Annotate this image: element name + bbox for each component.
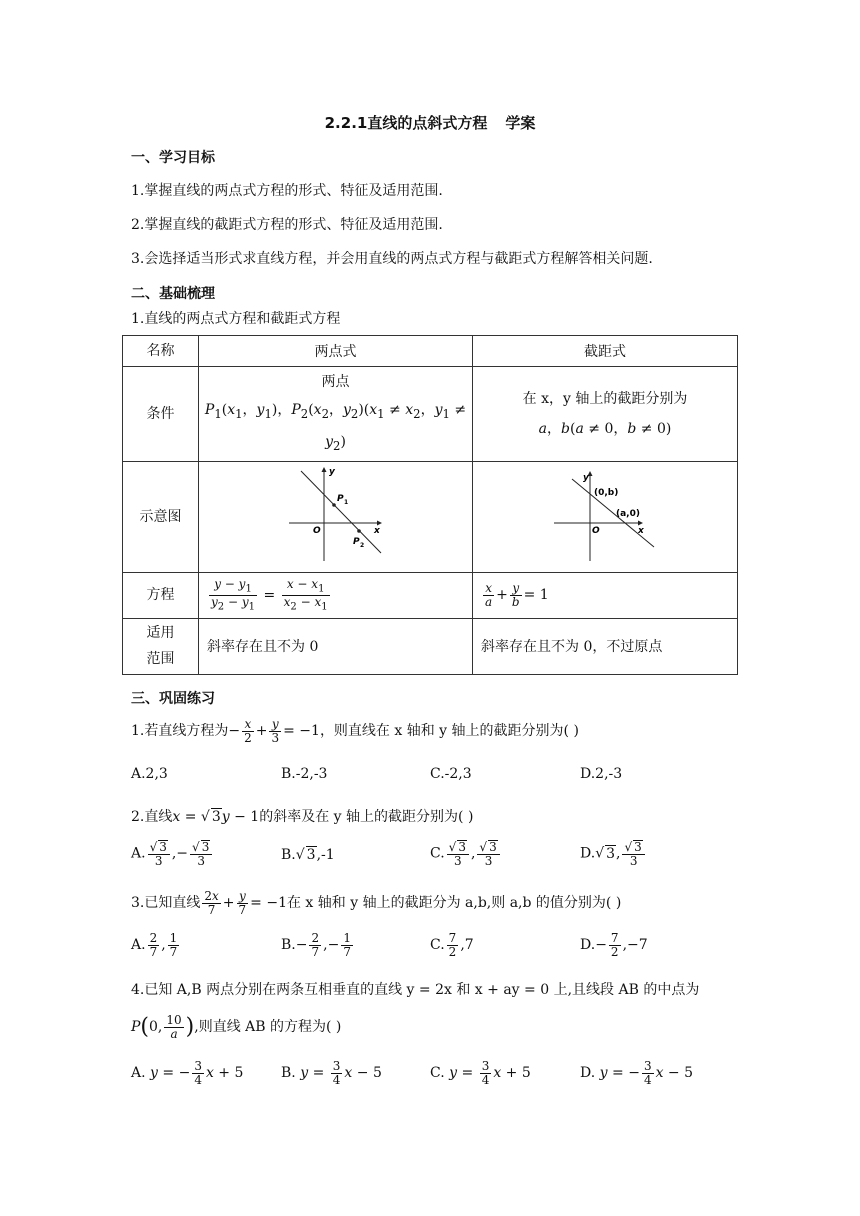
row-label: 条件 <box>123 367 199 462</box>
a-point-label: (a,0) <box>616 508 640 519</box>
question-2: 2.直线x = √ 3y − 1的斜率及在 y 轴上的截距分别为( ) <box>131 806 473 826</box>
two-point-diagram-cell <box>199 461 473 572</box>
option-label: A. <box>131 1065 146 1082</box>
question-text: ，则直线在 x 轴和 y 轴上的截距分别为( ) <box>319 723 579 740</box>
option-b[interactable]: B.− $\frac{2}{7}$ ,− $\frac{1}{7}$ <box>281 931 351 959</box>
origin-label: O <box>312 525 321 536</box>
x-label: x <box>638 525 644 536</box>
question-text: 的斜率及在 y 轴上的截距分别为( ) <box>259 809 474 825</box>
y-label: y <box>583 472 589 483</box>
fraction: $\frac{2}{7}$ <box>311 931 320 959</box>
question-text: ,则直线 AB 的方程为( ) <box>194 1019 342 1036</box>
option-d[interactable]: D. y = − $\frac{3}{4}$ x − 5 <box>580 1059 694 1087</box>
question-4-line-1: 4.已知 A,B 两点分别在两条互相垂直的直线 y = 2x 和 x + ay = 0 上,且线段 AB 的中点为 <box>131 982 700 998</box>
fraction: $\frac{√ 3}{3}$ <box>477 840 499 867</box>
point-p2 <box>357 529 361 533</box>
option-a[interactable]: A. $\frac{2}{7}$ , $\frac{1}{7}$ <box>131 931 178 959</box>
fraction-x-over-a: $\frac{x}{a}$ <box>485 581 493 609</box>
table-header-cell: 两点式 <box>199 336 473 367</box>
option-b[interactable]: B.√ 3,-1 <box>281 847 335 863</box>
question-text: 3.已知直线 <box>131 895 201 912</box>
q1-fraction-x: $\frac{x}{2}$ <box>244 717 252 745</box>
option-label: B. <box>281 1065 296 1082</box>
fraction: $\frac{√ 3}{3}$ <box>190 840 212 867</box>
table-header-row <box>123 336 738 367</box>
x-axis-arrow <box>638 520 643 525</box>
two-point-scope: 斜率存在且不为 0 <box>199 618 473 674</box>
table-row-condition <box>123 367 738 462</box>
two-point-condition-text: 两点 <box>321 374 350 390</box>
fraction: $\frac{√ 3}{3}$ <box>622 840 644 867</box>
intercept-scope: 斜率存在且不为 0，不过原点 <box>473 618 738 674</box>
option-label: A. <box>131 845 146 862</box>
option-d[interactable]: D.2,-3 <box>580 766 623 782</box>
equation-fraction-left: $\frac{y - y_1}{y_2 - y_1}$ <box>211 576 255 612</box>
x-axis-arrow <box>377 520 382 525</box>
question-1: 1.若直线方程为− $\frac{x}{2}$ + $\frac{y}{3}$ = −1，则直线在 x 轴和 y 轴上的截距分别为( ) <box>131 717 579 745</box>
basics-subheading: 1.直线的两点式方程和截距式方程 <box>131 311 341 327</box>
sqrt-3: √ 3 <box>201 809 222 825</box>
option-label: B. <box>281 847 296 863</box>
practice-heading: 三、巩固练习 <box>131 691 215 707</box>
option-label: C. <box>430 1065 445 1082</box>
row-label-line: 范围 <box>146 651 175 668</box>
p2-label: P <box>352 536 360 547</box>
title-sub: 学案 <box>505 114 536 132</box>
intercept-condition-text: 在 x，y 轴上的截距分别为 <box>522 390 688 407</box>
intercept-equation: $\frac{x}{a}$ + $\frac{y}{b}$ = 1 <box>473 572 738 618</box>
row-label: 方程 <box>123 572 199 618</box>
option-a[interactable]: A.2,3 <box>131 766 168 782</box>
option-label: D. <box>580 845 596 862</box>
table-row-equation <box>123 572 738 618</box>
q1-fraction-y: $\frac{y}{3}$ <box>271 717 280 745</box>
option-c[interactable]: C. y = $\frac{3}{4}$ x + 5 <box>430 1059 531 1087</box>
q3-fraction-y: $\frac{y}{7}$ <box>238 889 247 917</box>
question-text: 2.直线 <box>131 809 173 825</box>
fraction: $\frac{1}{7}$ <box>169 931 178 959</box>
two-point-condition-formula: $P_1(x_1$，$y_1$)，$P_2(x_2$，$y_2)(x_1 \ne x_2$，$y_1 \ne y_2$) <box>204 402 467 453</box>
fraction: $\frac{√ 3}{3}$ <box>447 840 469 867</box>
option-d[interactable]: D.√ 3, $\frac{√ 3}{3}$ <box>580 840 647 867</box>
y-label: y <box>328 466 335 477</box>
equation-fraction-right: $\frac{x - x_1}{x_2 - x_1}$ <box>283 576 328 612</box>
row-label: 示意图 <box>123 461 199 572</box>
question-text: 在 x 轴和 y 轴上的截距分为 a,b,则 a,b 的值分别为( ) <box>286 895 622 912</box>
fraction: $\frac{7}{2}$ <box>610 931 619 959</box>
goal-item: 3.会选择适当形式求直线方程，并会用直线的两点式方程与截距式方程解答相关问题. <box>131 251 653 267</box>
b-point-label: (0,b) <box>594 487 619 498</box>
row-label <box>123 618 199 674</box>
x-label: x <box>373 525 380 536</box>
table-row-diagram <box>123 461 738 572</box>
p1-label: P <box>336 493 344 504</box>
row-label-line: 适用 <box>146 625 175 642</box>
y-axis-arrow <box>321 467 326 472</box>
fraction: $\frac{3}{4}$ <box>194 1059 202 1087</box>
fraction: $\frac{3}{4}$ <box>332 1059 341 1087</box>
fraction: $\frac{7}{2}$ <box>448 931 457 959</box>
fraction: $\frac{3}{4}$ <box>481 1059 490 1087</box>
fraction-y-over-b: $\frac{y}{b}$ <box>511 581 520 609</box>
two-point-equation: $\frac{y - y_1}{y_2 - y_1}$ = $\frac{x - x_1}{x_2 - x_1}$ <box>199 572 473 618</box>
goals-heading: 一、学习目标 <box>131 150 215 166</box>
point-p1 <box>332 503 336 507</box>
fraction: $\frac{2}{7}$ <box>149 931 158 959</box>
option-label: D. <box>580 1065 596 1082</box>
intercept-condition <box>473 367 738 462</box>
option-b[interactable]: B. y = $\frac{3}{4}$ x − 5 <box>281 1059 382 1087</box>
line-through-points <box>301 471 381 553</box>
intercept-diagram <box>550 465 660 565</box>
fraction: $\frac{√ 3}{3}$ <box>148 840 170 867</box>
table-row-scope <box>123 618 738 674</box>
page-title <box>0 112 860 133</box>
option-c[interactable]: C. $\frac{7}{2}$ ,7 <box>430 931 474 959</box>
two-point-condition <box>199 367 473 462</box>
two-point-diagram <box>281 465 391 565</box>
table-header-cell: 截距式 <box>473 336 738 367</box>
option-label: B. <box>281 937 296 954</box>
title-main: 2.2.1直线的点斜式方程 <box>324 114 488 132</box>
comparison-table <box>122 335 738 675</box>
goal-item: 2.掌握直线的截距式方程的形式、特征及适用范围. <box>131 217 443 233</box>
option-a[interactable]: A. y = − $\frac{3}{4}$ x + 5 <box>131 1059 244 1087</box>
option-label: C. <box>430 845 445 862</box>
option-d[interactable]: D.− $\frac{7}{2}$ ,−7 <box>580 931 648 959</box>
option-c[interactable]: C.-2,3 <box>430 766 472 782</box>
intercept-diagram-cell <box>473 461 738 572</box>
goal-item: 1.掌握直线的两点式方程的形式、特征及适用范围. <box>131 183 443 199</box>
fraction: $\frac{3}{4}$ <box>643 1059 652 1087</box>
option-label: D. <box>580 937 596 954</box>
question-3: 3.已知直线 $\frac{2x}{7}$ + $\frac{y}{7}$ = −1在 x 轴和 y 轴上的截距分为 a,b,则 a,b 的值分别为( ) <box>131 889 622 917</box>
option-label: C. <box>430 937 445 954</box>
option-label: A. <box>131 937 146 954</box>
origin-label: O <box>592 525 600 536</box>
intercept-condition-formula: a，b(a ≠ 0，b ≠ 0) <box>538 420 672 437</box>
p1-subscript: 1 <box>343 498 348 506</box>
p2-subscript: 2 <box>359 541 364 549</box>
question-text: 1.若直线方程为 <box>131 723 229 740</box>
q3-fraction-2x: $\frac{2x}{7}$ <box>204 889 219 917</box>
option-a[interactable]: A. $\frac{√ 3}{3}$ ,− $\frac{√ 3}{3}$ <box>131 840 214 867</box>
basics-heading: 二、基础梳理 <box>131 286 215 302</box>
table-header-cell: 名称 <box>123 336 199 367</box>
option-b[interactable]: B.-2,-3 <box>281 766 328 782</box>
fraction-10-over-a: $\frac{10}{a}$ <box>166 1013 182 1041</box>
question-4-line-2: P(0, $\frac{10}{a}$ ),则直线 AB 的方程为( ) <box>131 1013 342 1041</box>
option-c[interactable]: C. $\frac{√ 3}{3}$ , $\frac{√ 3}{3}$ <box>430 840 502 867</box>
fraction: $\frac{1}{7}$ <box>343 931 351 959</box>
